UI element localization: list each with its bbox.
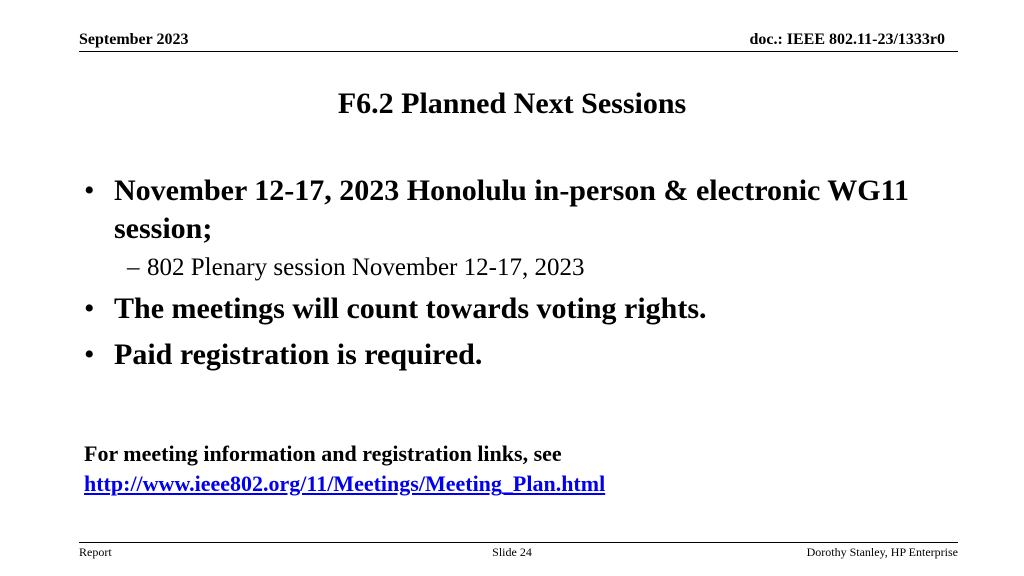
bullet-item — [84, 172, 964, 248]
bullet-text: Paid registration is required. — [114, 338, 483, 371]
bullet-text: November 12-17, 2023 Honolulu in-person & electronic WG11 session; — [114, 174, 909, 245]
header-doc-id: doc.: IEEE 802.11-23/1333r0 — [749, 31, 945, 48]
meeting-info-text: For meeting information and registration links, see — [84, 441, 562, 466]
slide-title: F6.2 Planned Next Sessions — [337, 87, 687, 120]
bullet-icon: • — [84, 174, 95, 207]
bullet-item — [84, 336, 964, 374]
bullet-list — [84, 172, 964, 374]
dash-icon: – — [127, 254, 140, 281]
meeting-info-note — [84, 439, 605, 499]
sub-bullet-text: 802 Plenary session November 12-17, 2023 — [147, 254, 585, 281]
bullet-item — [84, 290, 964, 328]
sub-bullet-item — [84, 252, 964, 284]
slide-number: Slide 24 — [492, 545, 532, 559]
bullet-text: The meetings will count towards voting rights. — [114, 292, 707, 325]
header-date: September 2023 — [79, 31, 189, 48]
header-divider — [79, 51, 958, 52]
bullet-icon: • — [84, 338, 95, 371]
meeting-plan-link[interactable]: http://www.ieee802.org/11/Meetings/Meeting_Plan.html — [84, 471, 606, 496]
bullet-icon: • — [84, 292, 95, 325]
footer-divider — [79, 542, 958, 543]
footer-left: Report — [79, 545, 112, 559]
footer-author: Dorothy Stanley, HP Enterprise — [806, 545, 958, 559]
